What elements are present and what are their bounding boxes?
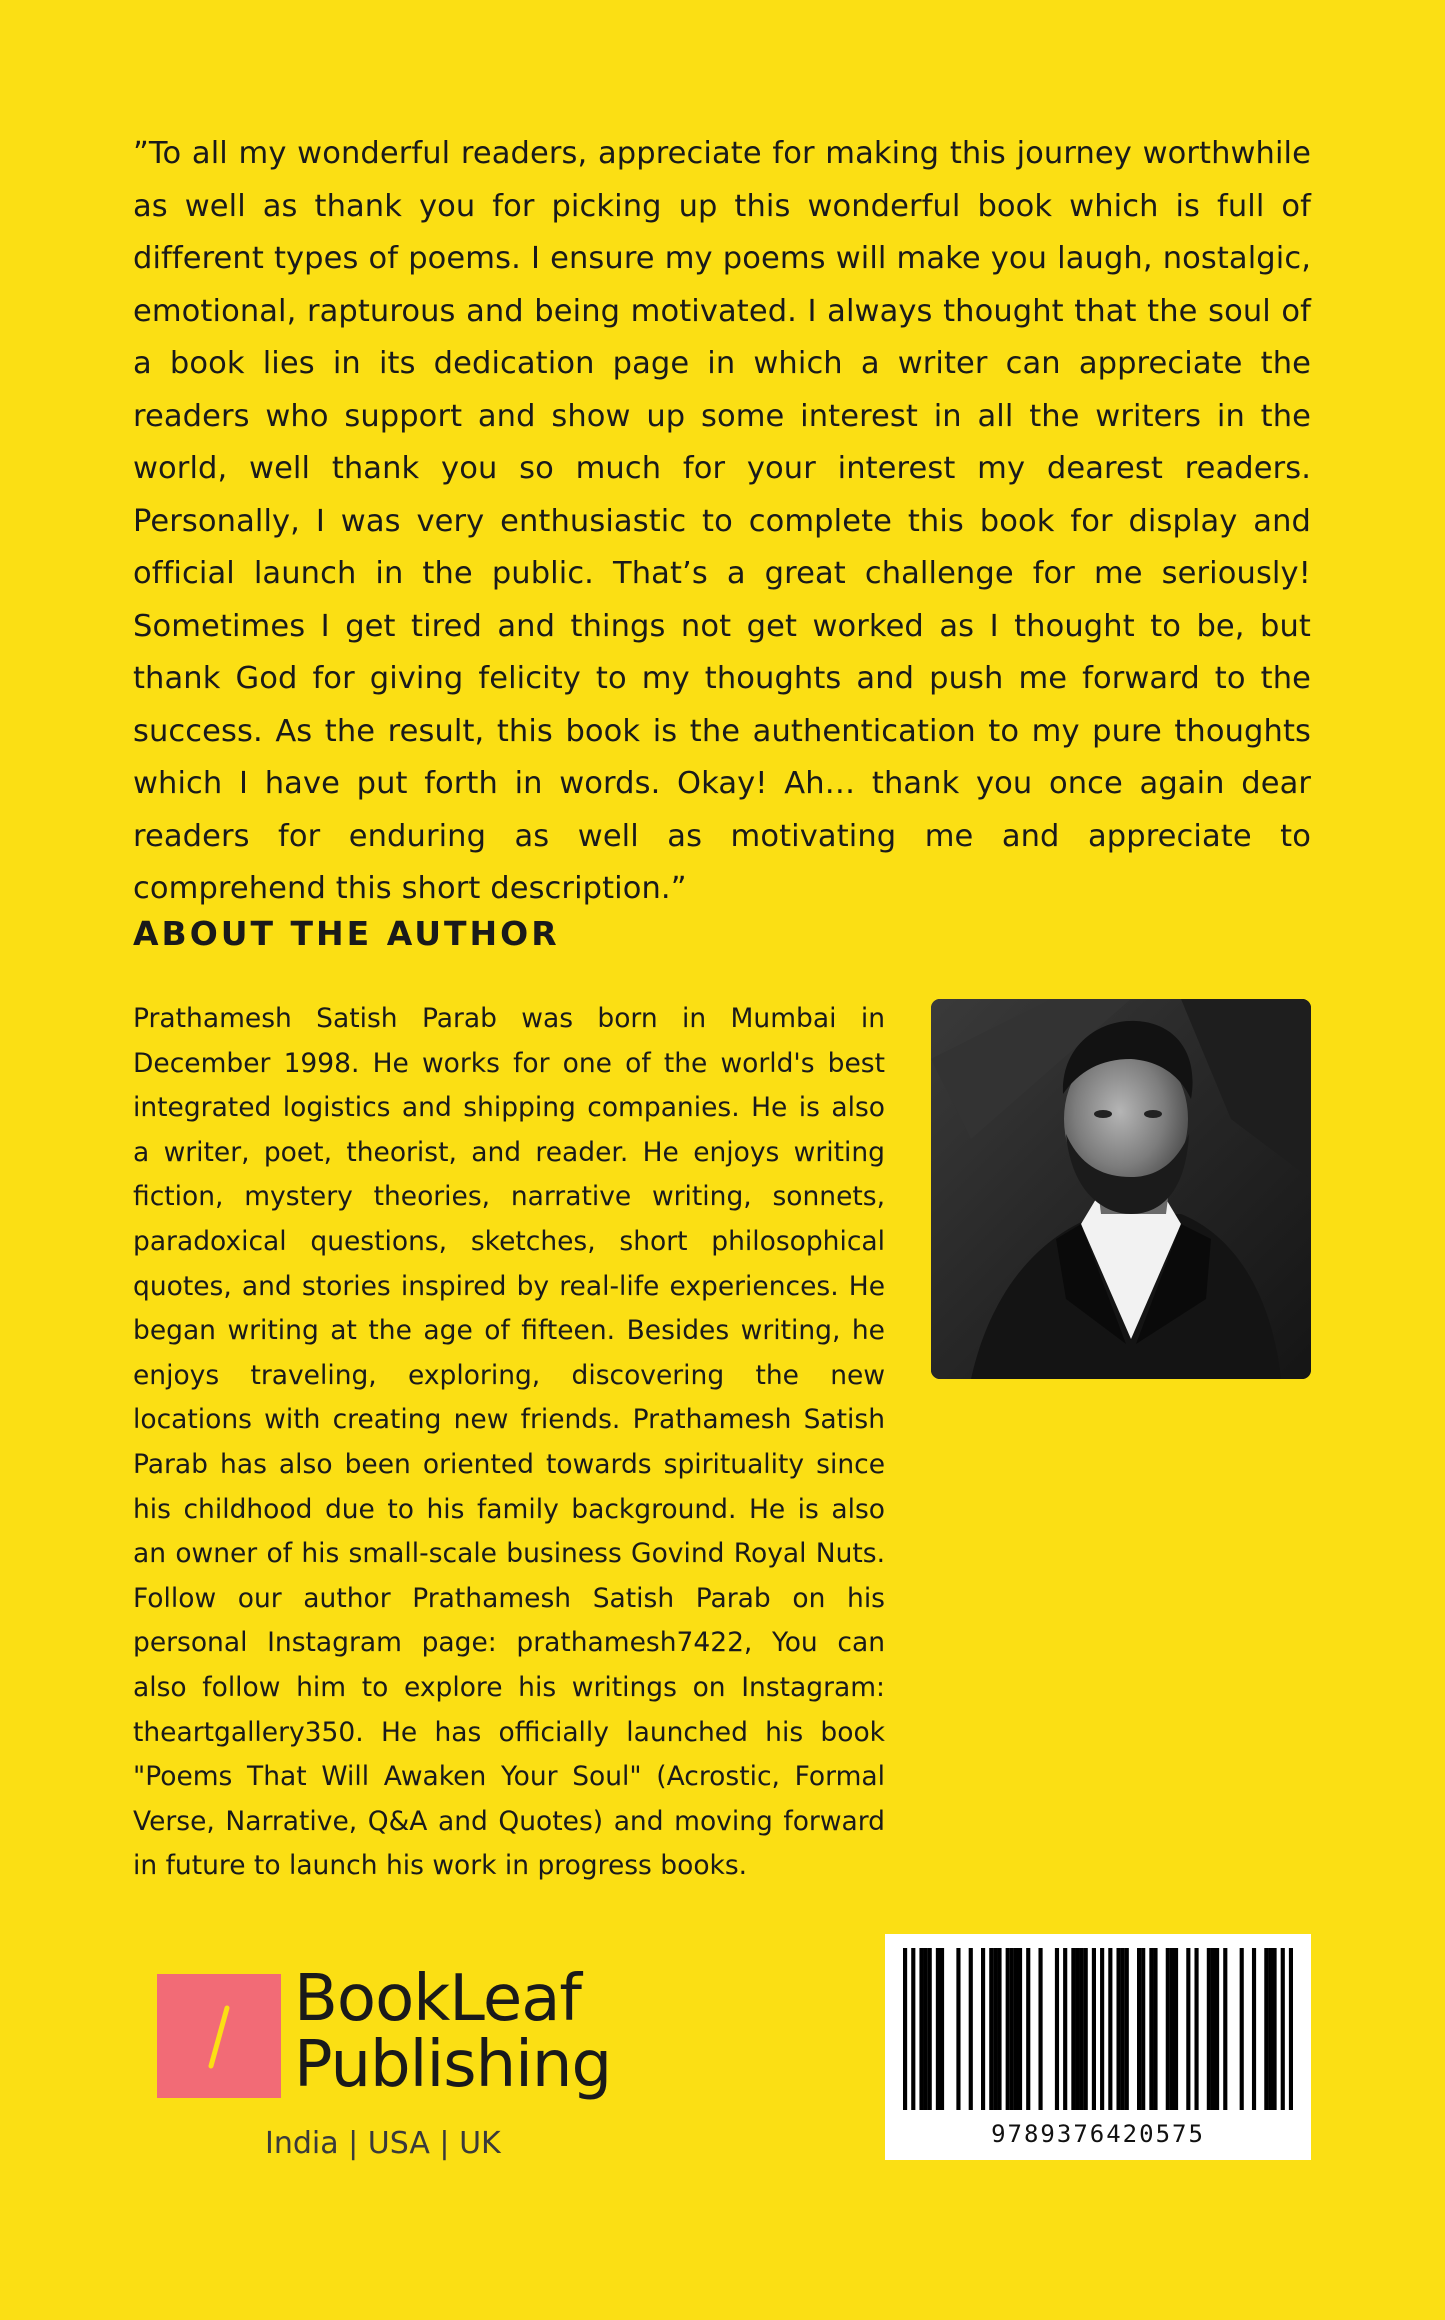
barcode-bar: [1071, 1948, 1075, 2110]
author-photo: [931, 999, 1311, 1379]
barcode-bar: [1084, 1948, 1088, 2110]
barcode-bar: [1137, 1948, 1141, 2110]
barcode-bar: [1092, 1948, 1096, 2110]
barcode-bar: [1272, 1948, 1276, 2110]
barcode-bar: [1223, 1948, 1227, 2110]
barcode-bar: [903, 1948, 907, 2110]
barcode-bar: [924, 1948, 928, 2110]
barcode-bar: [969, 1948, 973, 2110]
barcode-bar: [1014, 1948, 1018, 2110]
barcode-bar: [1215, 1948, 1219, 2110]
barcode-bar: [1170, 1948, 1174, 2110]
barcode-bar: [940, 1948, 944, 2110]
barcode-bar: [1108, 1948, 1112, 2110]
barcode-bar: [1116, 1948, 1120, 2110]
barcode-bar: [997, 1948, 1001, 2110]
barcode-bar: [1026, 1948, 1030, 2110]
barcode-bar: [1240, 1948, 1244, 2110]
barcode-bar: [1063, 1948, 1067, 2110]
barcode-bar: [1174, 1948, 1178, 2110]
barcode-bar: [1080, 1948, 1084, 2110]
author-bio: Prathamesh Satish Parab was born in Mumbai in December 1998. He works for one of the world's best integrated logistics and shipping companies. He is also a writer, poet, theorist, and reader. He enjoys writing fiction, mystery theories, narrative writing, sonnets, paradoxical questions, sketches, short philosophical quotes, and stories inspired by real-life experiences. He began writing at the age of fifteen. Besides writing, he enjoys traveling, exploring, discovering the new locations with creating new friends. Prathamesh Satish Parab has also been oriented towards spirituality since his childhood due to his family background. He is also an owner of his small-scale business Govind Royal Nuts. Follow our author Prathamesh Satish Parab on his personal Instagram page: prathamesh7422, You can also follow him to explore his writings on Instagram: theartgallery350. He has officially launched his book "Poems That Will Awaken Your Soul" (Acrostic, Formal Verse, Narrative, Q&A and Quotes) and moving forward in future to launch his work in progress books.: [133, 1003, 885, 1882]
barcode-bar: [1186, 1948, 1190, 2110]
barcode-bar: [1252, 1948, 1256, 2110]
barcode-bar: [1006, 1948, 1010, 2110]
barcode-bar: [1207, 1948, 1211, 2110]
barcode-bar: [1166, 1948, 1170, 2110]
barcode-bar: [1075, 1948, 1079, 2110]
barcode-bar: [1125, 1948, 1129, 2110]
barcode-bar: [919, 1948, 923, 2110]
publisher-name-line2: Publishing: [294, 2028, 612, 2102]
barcode-bar: [1281, 1948, 1285, 2110]
isbn-barcode: [885, 1934, 1311, 2160]
barcode-bar: [1268, 1948, 1272, 2110]
barcode-bar: [956, 1948, 960, 2110]
about-author-heading: ABOUT THE AUTHOR: [133, 914, 560, 953]
barcode-bar: [1055, 1948, 1059, 2110]
dedication-quote: ”To all my wonderful readers, appreciate for making this journey worthwhile as well as thank you for picking up this wonderful book which is full of different types of poems. I ensure my poems will make you laugh, nostalgic, emotional, rapturous and being motivated. I always thought that the soul of a book lies in its dedication page in which a writer can appreciate the readers who support and show up some interest in all the writers in the world, well thank you so much for your interest my dearest readers. Personally, I was very enthusiastic to complete this book for display and official launch in the public. That’s a great challenge for me seriously! Sometimes I get tired and things not get worked as I thought to be, but thank God for giving felicity to my thoughts and push me forward to the success. As the result, this book is the authentication to my pure thoughts which I have put forth in words. Okay! Ah… thank you once again dear readers for enduring as well as motivating me and appreciate to comprehend this short description.”: [133, 136, 1311, 906]
barcode-bar: [1264, 1948, 1268, 2110]
barcode-bar: [981, 1948, 985, 2110]
barcode-bar: [1141, 1948, 1145, 2110]
barcode-bar: [1194, 1948, 1198, 2110]
barcode-bar: [911, 1948, 915, 2110]
barcode-bars: [903, 1948, 1293, 2110]
barcode-bar: [1100, 1948, 1104, 2110]
barcode-bar: [1289, 1948, 1293, 2110]
publisher-regions: India | USA | UK: [265, 2126, 501, 2161]
barcode-bar: [1153, 1948, 1157, 2110]
barcode-bar: [993, 1948, 997, 2110]
barcode-bar: [928, 1948, 932, 2110]
slash-icon: [157, 1974, 281, 2098]
publisher-name-line1: BookLeaf: [294, 1962, 581, 2036]
barcode-bar: [1038, 1948, 1042, 2110]
barcode-bar: [989, 1948, 993, 2110]
barcode-bar: [1211, 1948, 1215, 2110]
barcode-bar: [936, 1948, 940, 2110]
barcode-bar: [1010, 1948, 1014, 2110]
publisher-logo: [157, 1962, 617, 2166]
publisher-mark: [157, 1974, 281, 2098]
barcode-bar: [1018, 1948, 1022, 2110]
isbn-number: 9789376420575: [991, 2120, 1205, 2148]
barcode-bar: [1121, 1948, 1125, 2110]
barcode-bar: [1149, 1948, 1153, 2110]
